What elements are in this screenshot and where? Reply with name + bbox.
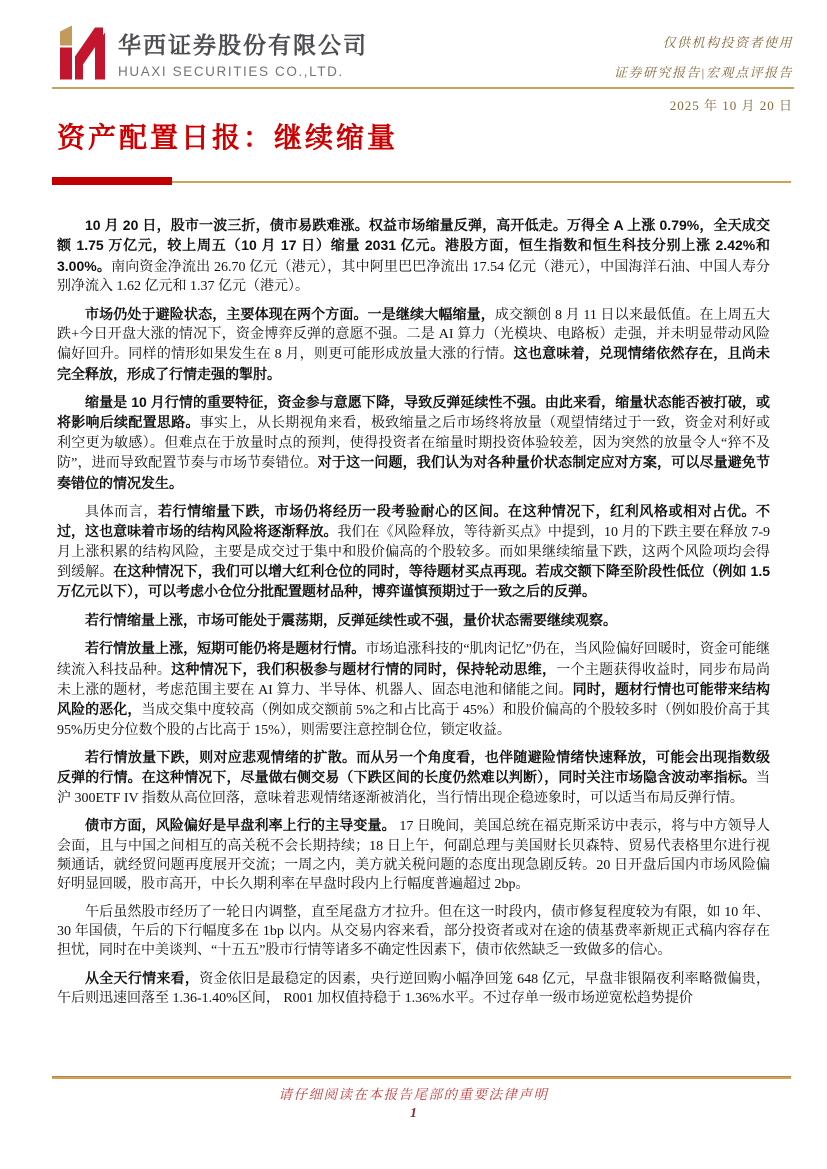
body-paragraph [57, 216, 770, 297]
body-paragraph [57, 816, 770, 895]
body-paragraph [57, 748, 770, 808]
report-body [57, 216, 770, 1074]
header-divider [52, 87, 794, 89]
company-block [118, 27, 368, 79]
company-name-en: HUAXI SECURITIES CO.,LTD. [118, 64, 344, 79]
title-underline-red-bar [52, 177, 172, 185]
paragraph-segment: 事实上，从长期视角来看，极致缩量之后市场终将放量（观望情绪过于一致，资金对利好或利空更为敏感）。但难点在于放量时点的预判，使得投资者在缩量时期投资体验较差，因为突然的放量令人“猝不及防”，进而导致配置节奏与市场节奏错位。 [57, 416, 770, 472]
body-paragraph [57, 611, 770, 631]
paragraph-segment-bold: 这也意味着，兑现情绪依然存在，且尚未完全释放，形成了行情走强的掣肘。 [57, 345, 770, 382]
company-name-cn: 华西证券股份有限公司 [118, 32, 368, 58]
huaxi-logo-icon [57, 24, 109, 81]
body-paragraph [57, 393, 770, 494]
paragraph-segment: 南向资金净流出 26.70 亿元（港元），其中阿里巴巴净流出 17.54 亿元（港元），中国海洋石油、中国人寿分别净流入 1.62 亿元和 1.37 亿元（港元）。 [57, 259, 770, 295]
page-number: 1 [410, 1106, 417, 1121]
body-paragraph [57, 502, 770, 603]
paragraph-segment: 一个主题获得收益时，同步布局尚未上涨的题材，考虑范围主要在 AI 算力、半导体、机器人、固态电池和储能之间。 [57, 662, 770, 698]
report-type: 证券研究报告|宏观点评报告 [613, 65, 793, 80]
paragraph-segment: 我们在《风险释放，等待新买点》中提到，10 月的下跌主要在释放 7-9 月上涨积累的结构风险，主要是成交过于集中和股价偏高的个股较多。而如果继续缩量下跌，这两个风险项均会得到缓解。 [57, 525, 770, 580]
paragraph-segment-bold: 对于这一问题，我们认为对各种量价状态制定应对方案，可以尽量避免节奏错位的情况发生。 [57, 454, 770, 491]
page-title: 资产配置日报：继续缩量 [57, 123, 399, 154]
header-right-block [614, 32, 793, 81]
paragraph-segment: 当成交集中度较高（例如成交额前 5%之和占比高于 45%）和股价偏高的个股较多时（例如股价高于其 95%历史分位数个股的占比高于 15%），则需要注意控制仓位，锁定收益。 [57, 703, 770, 738]
body-paragraph [57, 969, 770, 1009]
paragraph-segment-bold: 同时，题材行情也可能带来结构风险的恶化， [57, 680, 770, 718]
report-date: 2025 年 10 月 20 日 [669, 98, 793, 113]
institutional-notice: 仅供机构投资者使用 [662, 35, 793, 50]
paragraph-segment-bold: 债市方面，风险偏好是早盘利率上行的主导变量。 [85, 817, 396, 834]
paragraph-segment-bold: 若行情放量下跌，则对应悲观情绪的扩散。而从另一个角度看，也伴随避险情绪快速释放，可能会出现指数级反弹的行情。在这种情况下，尽量做右侧交易（下跌区间的长度仍然难以判断），同时关注市场隐含波动率指标。 [57, 749, 770, 786]
title-underline-gold-rule [172, 181, 791, 183]
paragraph-segment-bold: 若行情缩量上涨，市场可能处于震荡期，反弹延续性或不强，量价状态需要继续观察。 [85, 611, 617, 628]
paragraph-segment: 市场追涨科技的“肌肉记忆”仍在，当风险偏好回暖时，资金可能继续流入科技品种。 [57, 642, 770, 678]
footer-disclaimer: 请仔细阅读在本报告尾部的重要法律声明 [278, 1087, 549, 1102]
paragraph-segment-bold: 在这种情况下，我们可以增大红利仓位的同时，等待题材买点再现。若成交额下降至阶段性低位（例如 1.5 万亿元以下），可以考虑小仓位分批配置题材品种，博弈谨慎预期过于一致之后的反弹。 [57, 563, 770, 600]
footer-divider [52, 1076, 791, 1079]
paragraph-segment-bold: 10 月 20 日，股市一波三折，债市易跌难涨。权益市场缩量反弹，高开低走。万得全 A 上涨 0.79%，全天成交额 1.75 万亿元，较上周五（10 月 17 日）缩量 2031 亿元。港股方面，恒生指数和恒生科技分别上涨 2.42%和 3.00%。 [57, 217, 770, 274]
paragraph-segment: 具体而言， [85, 504, 158, 520]
paragraph-segment-bold: 若行情放量上涨，短期可能仍将是题材行情。 [85, 640, 366, 657]
paragraph-segment: 成交额创 8 月 11 日以来最低值。在上周五大跌+今日开盘大涨的情况下，资金博弈反弹的意愿不强。二是 AI 算力（光模块、电路板）走强，并未明显带动风险偏好回升。同样的情形如果发生在 8 月，则更可能形成放量大涨的行情。 [57, 307, 770, 363]
body-paragraph [57, 305, 770, 386]
paragraph-segment-bold: 从全天行情来看， [85, 969, 200, 986]
body-paragraph [57, 903, 770, 961]
paragraph-segment-bold: 若行情缩量下跌，市场仍将经历一段考验耐心的区间。在这种情况下，红利风格或相对占优。不过，这也意味着市场的结构风险将逐渐释放。 [57, 502, 770, 540]
paragraph-segment-bold: 市场仍处于避险状态，主要体现在两个方面。一是继续大幅缩量， [85, 305, 495, 322]
paragraph-segment-bold: 缩量是 10 月行情的重要特征，资金参与意愿下降，导致反弹延续性不强。由此来看，缩量状态能否被打破，或将影响后续配置思路。 [57, 394, 770, 431]
body-paragraph [57, 639, 770, 740]
paragraph-segment: 资金依旧是最稳定的因素，央行逆回购小幅净回笼 648 亿元，早盘非银隔夜利率略微偏贵，午后则迅速回落至 1.36-1.40%区间， R001 加权值持稳于 1.36%水平。不过存单一级市场逆宽松趋势提价 [57, 971, 770, 1007]
paragraph-segment-bold: 这种情况下，我们积极参与题材行情的同时，保持轮动思维， [171, 660, 557, 677]
paragraph-segment: 当沪 300ETF IV 指数从高位回落，意味着悲观情绪逐渐被消化，当行情出现企稳迹象时，可以适当布局反弹行情。 [57, 771, 770, 806]
paragraph-segment: 午后虽然股市经历了一轮日内调整，直至尾盘方才拉升。但在这一时段内，债市修复程度较为有限，如 10 年、30 年国债，午后的下行幅度多在 1bp 以内。从交易内容来看，部分投资者或对在途的债基费率新规正式稿内容存在担忧，同时在中美谈判、“十五五”股市行情等诸多不确定性因素下，债市依然缺乏一致做多的信心。 [57, 904, 770, 959]
paragraph-segment: 17 日晚间，美国总统在福克斯采访中表示，将与中方领导人会面，且与中国之间相互的高关税不会长期持续；18 日上午，何副总理与美国财长贝森特、贸易代表格里尔进行视频通话，就经贸问题再度展开交流；一周之内，美方就关税问题的态度出现急剧反转。20 日开盘后国内市场风险偏好明显回暖，股市高开，中长久期利率在早盘时段内上行幅度普遍超过 2bp。 [57, 819, 770, 893]
